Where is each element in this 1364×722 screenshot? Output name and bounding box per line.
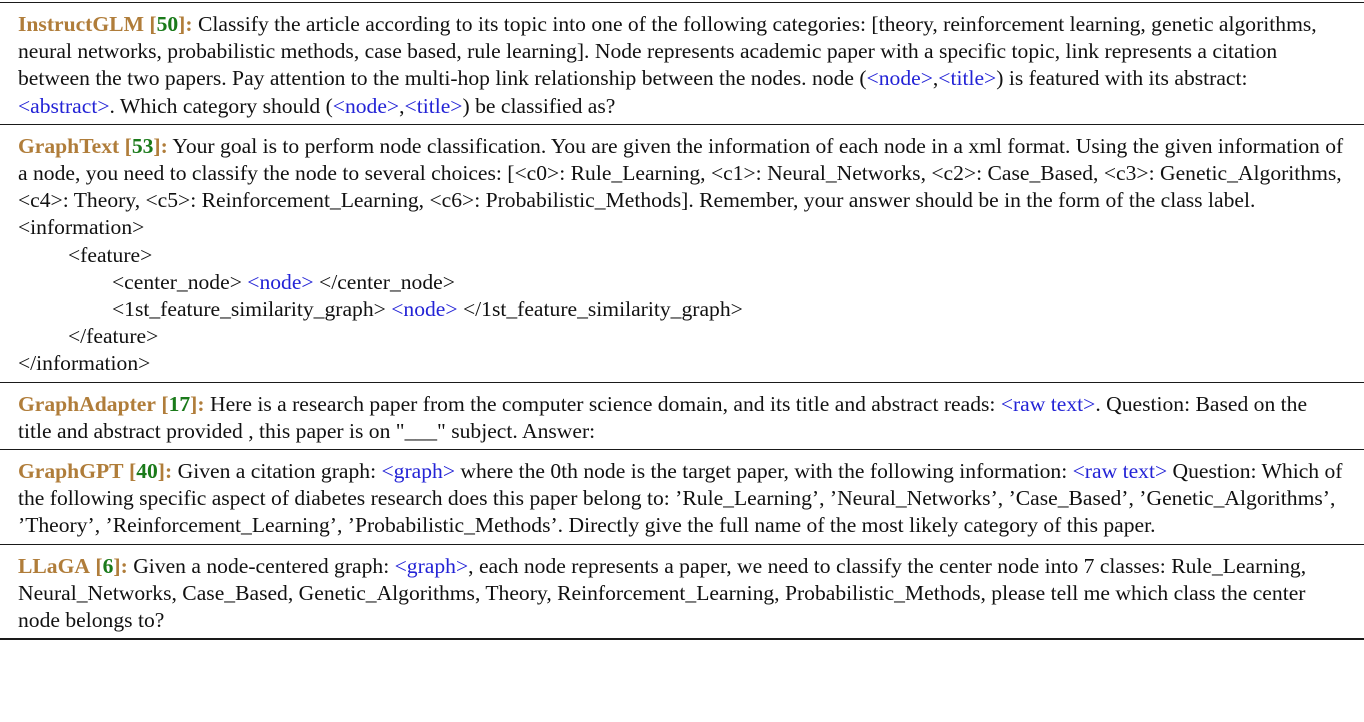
entry-graphgpt (18, 450, 1346, 544)
citation-number[interactable]: 40 (136, 459, 158, 484)
method-name: GraphGPT (18, 459, 124, 484)
citation-number[interactable]: 50 (156, 12, 179, 36)
entry-llaga (18, 545, 1346, 639)
xml-tag: <1st_feature_similarity_graph> (112, 297, 386, 322)
prompt-text: . Question: Based on the title and abstract provided , this paper is on "___" subject. Answer: (18, 391, 1308, 443)
prompt-text: Question: Which of the following specific aspect of diabetes research does this paper belong to: ’Rule_Learning’, ’Neural_Networks’, ’Case_Based’, ’Genetic_Algorithms’, ’Theory’, ’Reinforcement_Learning’, ’Probabilistic_Methods’. Directly give the full name of the most likely category of this paper. (18, 459, 1343, 538)
xml-line (18, 350, 1346, 377)
entry-graphtext (18, 125, 1346, 382)
prompt-text: ) is featured with its abstract: (996, 66, 1248, 91)
placeholder-node: <node> (247, 269, 314, 294)
ref-close: ]: (178, 12, 193, 36)
placeholder-raw-text: <raw text> (1072, 459, 1168, 484)
ref-close: ]: (190, 391, 205, 416)
placeholder-title: <title> (404, 93, 463, 118)
prompt-text: . Which category should ( (109, 93, 333, 118)
ref-close: ]: (157, 459, 173, 484)
xml-line (18, 296, 1346, 323)
prompt-text: ) be classified as? (462, 93, 616, 118)
xml-line (18, 214, 1346, 241)
prompt-text: Here is a research paper from the computer science domain, and its title and abstract reads: (209, 391, 1001, 416)
xml-tag: </information> (18, 351, 151, 376)
xml-line (18, 269, 1346, 296)
prompt-text: where the 0th node is the target paper, with the following information: (455, 459, 1073, 484)
xml-tag: <feature> (68, 242, 153, 267)
xml-tag: <information> (18, 215, 145, 240)
method-name: GraphText (18, 133, 120, 158)
ref-open: [ (124, 133, 132, 158)
placeholder-abstract: <abstract> (18, 93, 110, 118)
prompt-text: Classify the article according to its topic into one of the following categories: [theory, reinforcement learning, genetic algorithms, neural networks, probabilistic methods, case based, rule learning]. Node represents academic paper with a specific topic, link represents a citation between the two papers. Pay attention to the multi-hop link relationship between the nodes. node ( (18, 12, 1317, 91)
citation-number[interactable]: 53 (131, 133, 154, 158)
placeholder-node: <node> (391, 297, 458, 322)
prompt-text: Your goal is to perform node classification. You are given the information of each node in a xml format. Using the given information of a node, you need to classify the node to several choices: [<c0>: Rule_Learning, <c1>: Neural_Networks, <c2>: Case_Based, <c3>: Genetic_Algorithms, <c4>: Theory, <c5>: Reinforcement_Learning, <c6>: Probabilistic_Methods]. Remember, your answer should be in the form of the class label. (18, 133, 1344, 213)
xml-tag: <center_node> (112, 269, 242, 294)
ref-open: [ (129, 459, 137, 484)
placeholder-node: <node> (332, 93, 400, 118)
citation-number[interactable]: 17 (168, 391, 191, 416)
bottom-rule (0, 638, 1364, 640)
prompt-text: Given a node-centered graph: (133, 553, 395, 578)
placeholder-raw-text: <raw text> (1000, 391, 1096, 416)
ref-close: ]: (113, 553, 128, 578)
prompt-table (0, 2, 1364, 722)
xml-tag: </feature> (68, 324, 159, 349)
comma: , (932, 66, 939, 91)
method-name: LLaGA (18, 553, 90, 578)
entry-graphadapter (18, 383, 1346, 449)
ref-open: [ (95, 553, 103, 578)
prompt-text: , each node represents a paper, we need to classify the center node into 7 classes: Rule_Learning, Neural_Networks, Case_Based, Genetic_Algorithms, Theory, Reinforcement_Learning, Probabilistic_Methods, please tell me which class the center node belongs to? (18, 553, 1307, 633)
prompt-text: Given a citation graph: (177, 459, 382, 484)
comma: , (399, 93, 405, 118)
entry-instructglm (18, 3, 1346, 124)
citation-number[interactable]: 6 (102, 553, 114, 578)
placeholder-graph: <graph> (394, 553, 469, 578)
ref-open: [ (161, 391, 169, 416)
placeholder-graph: <graph> (381, 459, 456, 484)
xml-tag: </center_node> (319, 269, 455, 294)
xml-tag: </1st_feature_similarity_graph> (462, 297, 743, 322)
ref-open: [ (149, 12, 157, 36)
xml-line (18, 242, 1346, 269)
xml-line (18, 323, 1346, 350)
placeholder-node: <node> (866, 66, 933, 91)
method-name: GraphAdapter (18, 391, 156, 416)
ref-close: ]: (153, 133, 168, 158)
xml-template (18, 214, 1346, 377)
placeholder-title: <title> (938, 66, 997, 91)
method-name: InstructGLM (18, 12, 144, 36)
